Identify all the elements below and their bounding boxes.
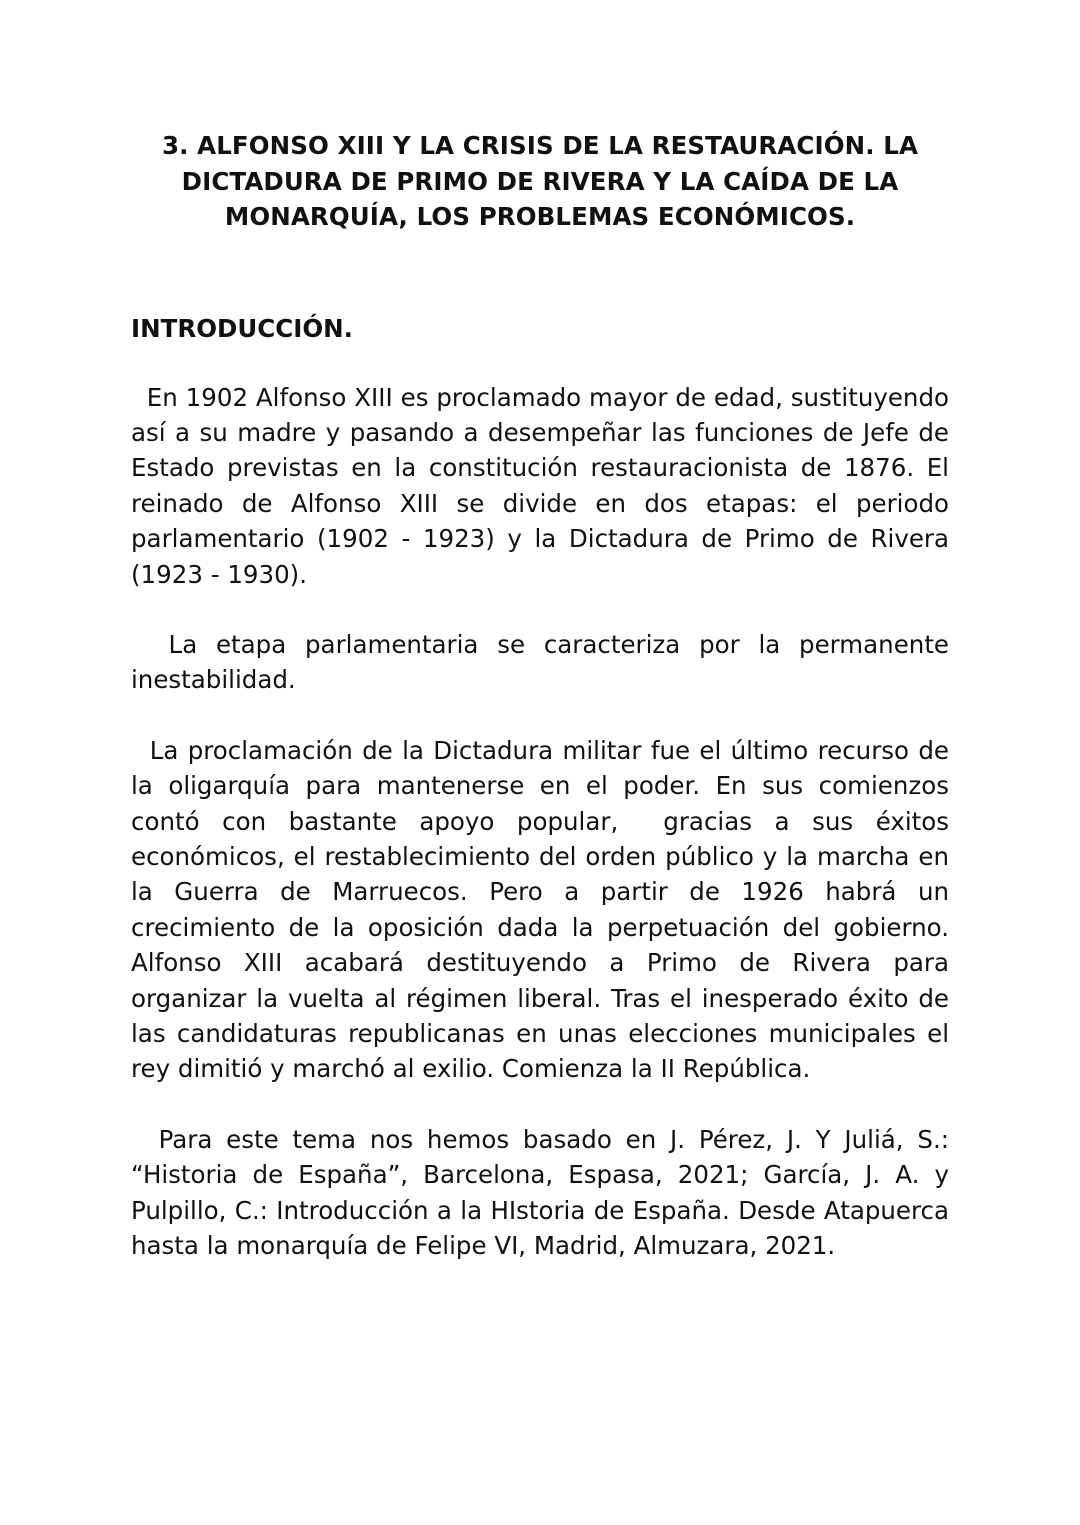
title-line-2: DICTADURA DE PRIMO DE RIVERA Y LA CAÍDA DE LA	[181, 166, 899, 196]
paragraph-1: En 1902 Alfonso XIII es proclamado mayor de edad, sustituyendo así a su madre y pasando a desempeñar las funciones de Jefe de Estado previstas en la constitución restauracionista de 1876. El reinado de Alfonso XIII se divide en dos etapas: el periodo parlamentario (1902 - 1923) y la Dictadura de Primo de Rivera (1923 - 1930).	[131, 382, 949, 589]
section-heading-introduccion: INTRODUCCIÓN.	[131, 313, 353, 343]
title-line-1: 3. ALFONSO XIII Y LA CRISIS DE LA RESTAURACIÓN. LA	[161, 131, 919, 160]
title-line-3: MONARQUÍA, LOS PROBLEMAS ECONÓMICOS.	[224, 202, 856, 231]
paragraph-2: La etapa parlamentaria se caracteriza por la permanente inestabilidad.	[131, 629, 949, 695]
paragraph-4: Para este tema nos hemos basado en J. Pérez, J. Y Juliá, S.: “Historia de España”, Barcelona, Espasa, 2021; García, J. A. y Pulpillo, C.: Introducción a la HIstoria de España. Desde Atapuerca hasta la monarquía de Felipe VI, Madrid, Almuzara, 2021.	[131, 1124, 949, 1261]
document-page	[131, 128, 949, 1263]
document-title	[131, 128, 949, 235]
paragraph-3: La proclamación de la Dictadura militar fue el último recurso de la oligarquía para mantenerse en el poder. En sus comienzos contó con bastante apoyo popular, gracias a sus éxitos económicos, el restablecimiento del orden público y la marcha en la Guerra de Marruecos. Pero a partir de 1926 habrá un crecimiento de la oposición dada la perpetuación del gobierno. Alfonso XIII acabará destituyendo a Primo de Rivera para organizar la vuelta al régimen liberal. Tras el inesperado éxito de las candidaturas republicanas en unas elecciones municipales el rey dimitió y marchó al exilio. Comienza la II República.	[131, 735, 949, 1084]
